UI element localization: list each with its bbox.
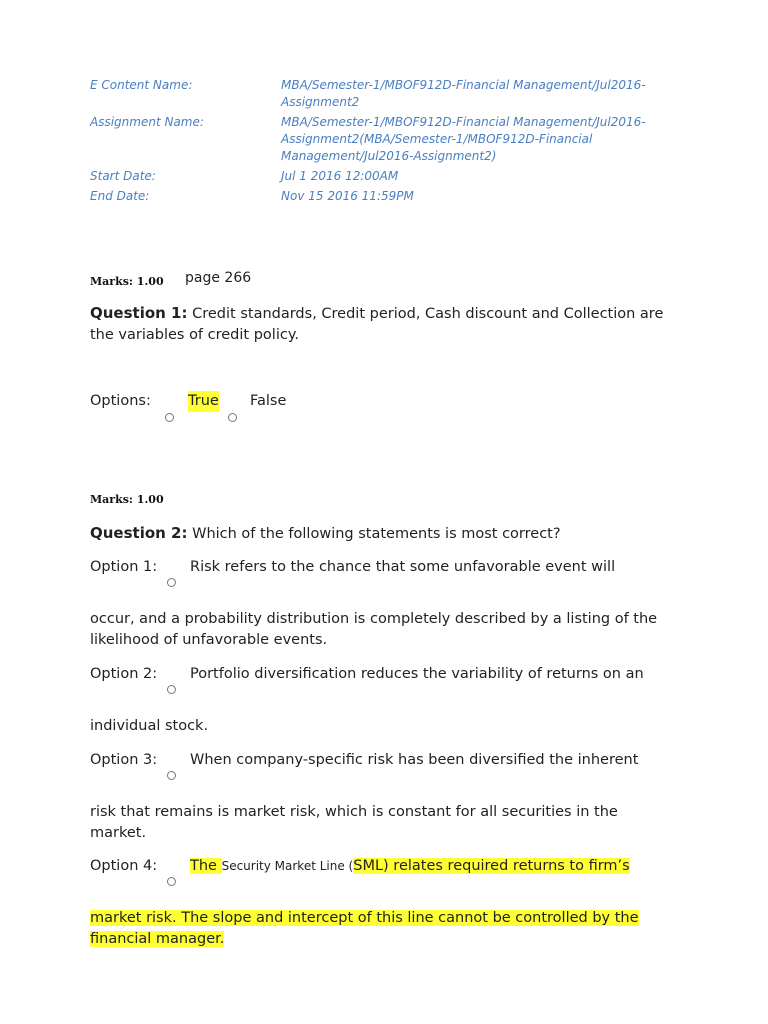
q1-option-true-radio[interactable] (165, 413, 174, 422)
q1-option-false-radio[interactable] (228, 413, 237, 422)
assignment-name-value: MBA/Semester-1/MBOF912D-Financial Management/Jul2016-Assignment2(MBA/Semester-1/MBOF912D-Financial Management/Jul2016-Assignment2) (281, 115, 646, 163)
end-date-value: Nov 15 2016 11:59PM (281, 189, 414, 203)
q1-options-row (90, 391, 151, 412)
q2-option-2-text-rest: individual stock. (90, 718, 209, 734)
content-name-label: E Content Name: (90, 78, 193, 92)
assignment-metadata (90, 77, 670, 208)
q2-text: Which of the following statements is most correct? (192, 526, 561, 542)
q2-question (90, 523, 670, 545)
q1-option-true-label: True (188, 391, 219, 412)
end-date-label: End Date: (90, 189, 150, 203)
q2-option-4-text-rest-wrap (90, 908, 670, 950)
q2-option-3-text-rest: risk that remains is market risk, which is constant for all securities in the market. (90, 804, 618, 841)
q2-option-4-radio[interactable] (167, 877, 176, 886)
start-date-row (90, 168, 670, 185)
q2-option-2-text-start: Portfolio diversification reduces the variability of returns on an (190, 666, 644, 682)
q2-option-2-line (90, 664, 644, 685)
q2-option-4-text-rest: market risk. The slope and intercept of this line cannot be controlled by the financial manager. (90, 910, 639, 947)
q1-marks: Marks: 1.00 (90, 275, 164, 288)
end-date-row (90, 188, 670, 205)
start-date-label: Start Date: (90, 169, 156, 183)
q2-option-3-text-start: When company-specific risk has been diversified the inherent (190, 752, 639, 768)
content-name-value: MBA/Semester-1/MBOF912D-Financial Management/Jul2016-Assignment2 (281, 78, 646, 109)
q2-option-2-radio[interactable] (167, 685, 176, 694)
q2-option-3-radio[interactable] (167, 771, 176, 780)
q2-option-1-text-start: Risk refers to the chance that some unfavorable event will (190, 559, 616, 575)
q2-option-4-label: Option 4: (90, 858, 158, 874)
q2-option-1-label: Option 1: (90, 559, 158, 575)
start-date-value: Jul 1 2016 12:00AM (281, 169, 399, 183)
q2-option-1-text-rest: occur, and a probability distribution is completely described by a listing of the likelihood of unfavorable events. (90, 611, 658, 648)
q2-option-4-text-c: SML) relates required returns to firm’s (353, 858, 630, 874)
q2-option-4-text-a: The (190, 858, 222, 874)
q1-text: Credit standards, Credit period, Cash discount and Collection are the variables of credit policy. (90, 306, 664, 343)
q2-option-3-line (90, 750, 638, 771)
q2-option-3-label: Option 3: (90, 752, 158, 768)
q2-option-4-line (90, 856, 630, 877)
content-name-row (90, 77, 670, 111)
assignment-name-label: Assignment Name: (90, 115, 204, 129)
q1-question (90, 303, 670, 346)
q2-option-4-text-b: Security Market Line ( (221, 859, 354, 873)
q1-option-false-label: False (250, 393, 287, 409)
q1-label: Question 1: (90, 304, 188, 322)
q1-options-label: Options: (90, 393, 151, 409)
q2-option-1-line (90, 557, 615, 578)
q2-option-1-radio[interactable] (167, 578, 176, 587)
q2-option-2-label: Option 2: (90, 666, 158, 682)
q2-label: Question 2: (90, 524, 188, 542)
q2-marks: Marks: 1.00 (90, 493, 164, 506)
q1-page-ref: page 266 (185, 270, 252, 286)
assignment-name-row (90, 114, 670, 165)
